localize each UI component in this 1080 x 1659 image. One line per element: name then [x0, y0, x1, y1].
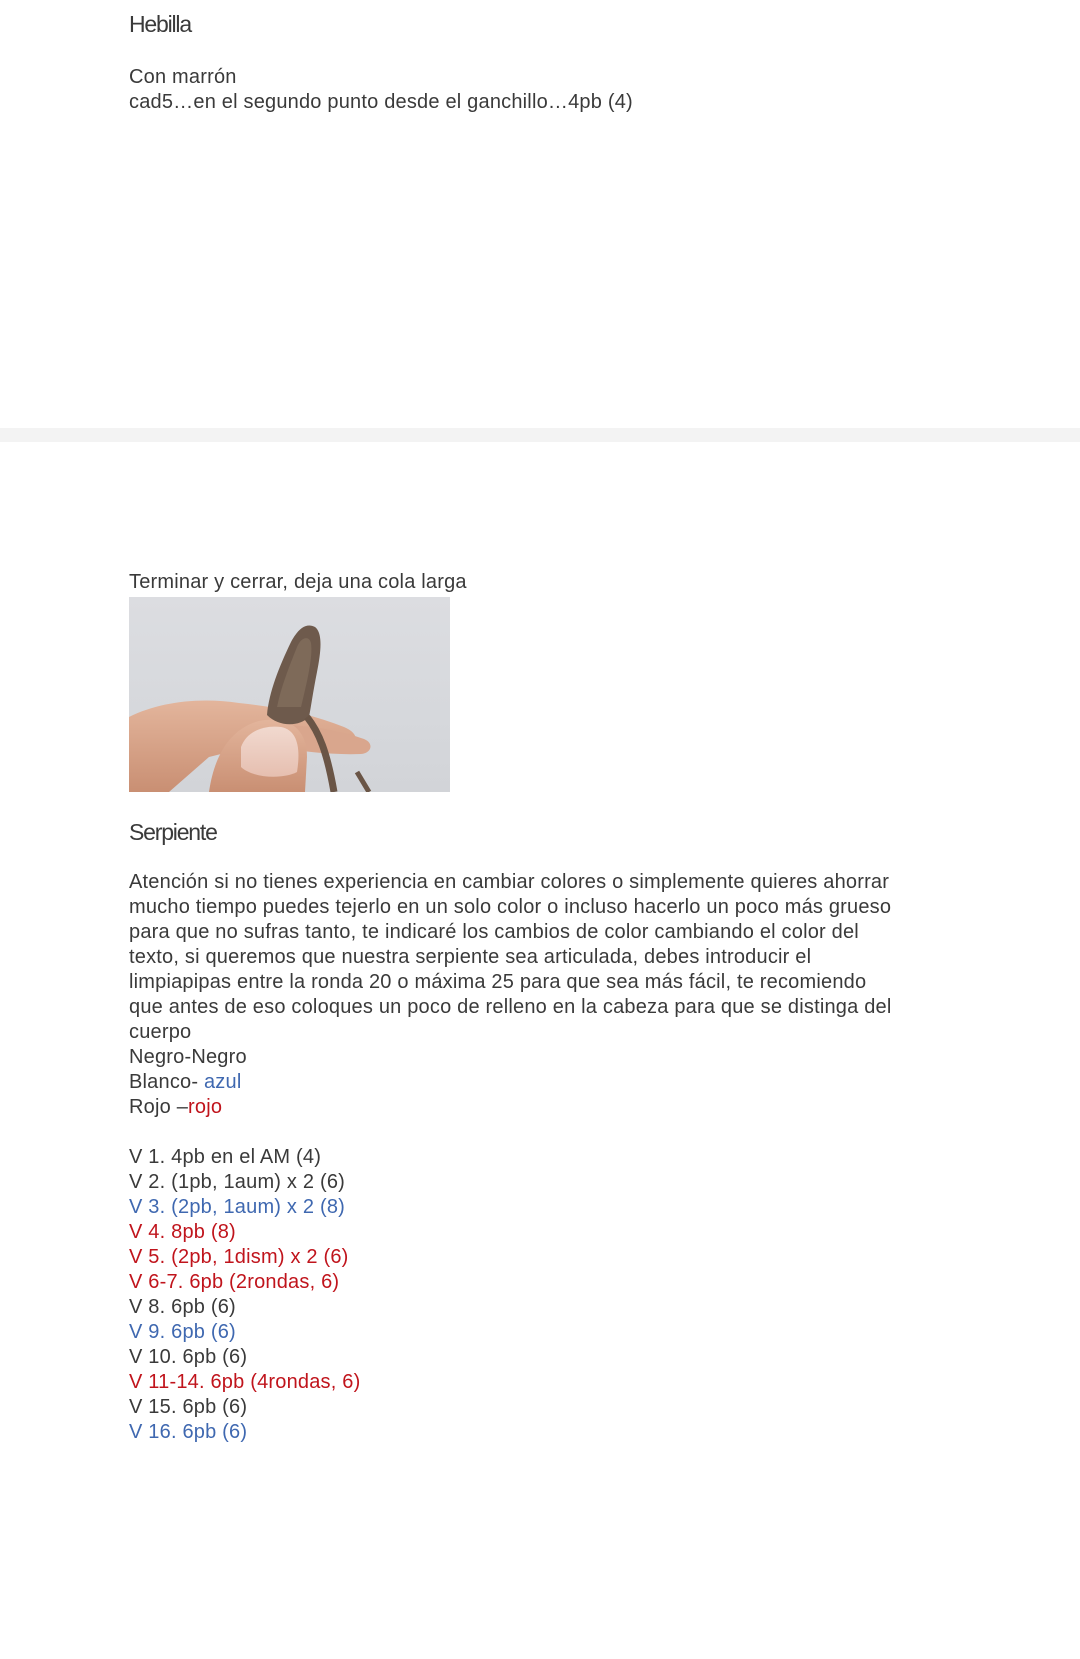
paragraph-line: Atención si no tienes experiencia en cambiar colores o simplemente quieres ahorrar: [129, 871, 890, 893]
paragraph-line: cuerpo: [129, 1021, 192, 1043]
legend-value-rojo: rojo: [188, 1096, 223, 1118]
terminar-instruction: Terminar y cerrar, deja una cola larga: [129, 571, 467, 593]
section-title-serpiente: Serpiente: [129, 819, 217, 845]
color-legend-rojo: [129, 1095, 892, 1120]
round-row: V 10. 6pb (6): [129, 1346, 248, 1368]
paragraph-line: que antes de eso coloques un poco de relleno en la cabeza para que se distinga del: [129, 996, 892, 1018]
buckle-photo: [129, 597, 450, 792]
color-legend-blanco: [129, 1070, 892, 1095]
round-row: V 16. 6pb (6): [129, 1421, 248, 1443]
round-row: V 1. 4pb en el AM (4): [129, 1146, 322, 1168]
round-row: V 2. (1pb, 1aum) x 2 (6): [129, 1171, 346, 1193]
blank-line: [129, 1120, 892, 1145]
hebilla-line-color: Con marrón: [129, 66, 237, 88]
round-row: V 6-7. 6pb (2rondas, 6): [129, 1271, 340, 1293]
serpiente-intro-paragraph: [129, 870, 892, 1445]
round-row: V 5. (2pb, 1dism) x 2 (6): [129, 1246, 349, 1268]
legend-label: Rojo –: [129, 1096, 189, 1118]
legend-value-azul: azul: [203, 1071, 242, 1093]
hebilla-instructions: [129, 65, 633, 115]
paragraph-line: mucho tiempo puedes tejerlo en un solo color o incluso hacerlo un poco más grueso: [129, 896, 892, 918]
photo-illustration: [129, 597, 450, 792]
color-legend-negro: [129, 1045, 892, 1070]
page-separator: [0, 428, 1080, 442]
round-row: V 4. 8pb (8): [129, 1221, 236, 1243]
legend-label: Blanco-: [129, 1071, 204, 1093]
legend-value-negro: Negro: [191, 1046, 247, 1068]
paragraph-line: para que no sufras tanto, te indicaré los cambios de color cambiando el color del: [129, 921, 859, 943]
section-title-hebilla: Hebilla: [129, 11, 191, 37]
round-row: V 11-14. 6pb (4rondas, 6): [129, 1371, 361, 1393]
legend-label: Negro-: [129, 1046, 192, 1068]
round-row: V 15. 6pb (6): [129, 1396, 248, 1418]
round-row: V 3. (2pb, 1aum) x 2 (8): [129, 1196, 346, 1218]
paragraph-line: texto, si queremos que nuestra serpiente sea articulada, debes introducir el: [129, 946, 812, 968]
round-row: V 9. 6pb (6): [129, 1321, 236, 1343]
hebilla-line-chain: cad5…en el segundo punto desde el ganchillo…4pb (4): [129, 91, 633, 113]
round-row: V 8. 6pb (6): [129, 1296, 236, 1318]
paragraph-line: limpiapipas entre la ronda 20 o máxima 25 para que sea más fácil, te recomiendo: [129, 971, 867, 993]
